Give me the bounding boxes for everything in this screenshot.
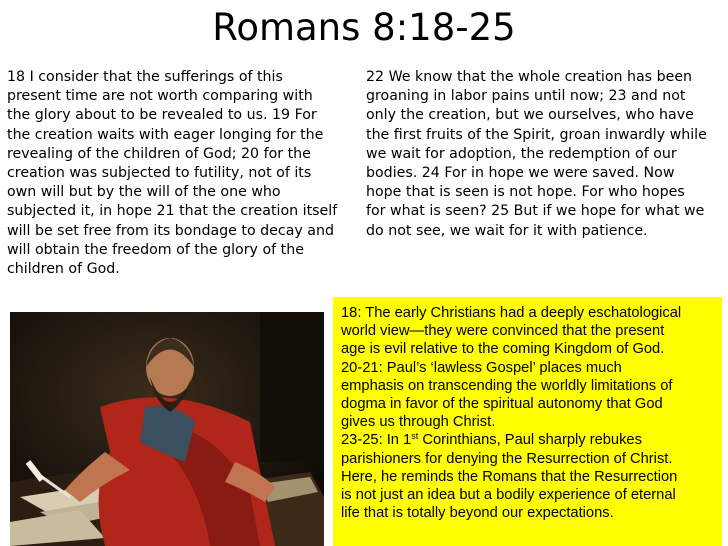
note-line: 18: The early Christians had a deeply eschatological bbox=[341, 305, 682, 321]
note-line: world view—they were convinced that the present bbox=[341, 323, 665, 340]
scripture-line: will obtain the freedom of the glory of the bbox=[7, 241, 304, 258]
scripture-line: subjected it, in hope 21 that the creation itself bbox=[7, 203, 338, 220]
note-line: dogma in favor of the spiritual autonomy that God bbox=[341, 396, 663, 413]
scripture-line: own will but by the will of the one who bbox=[7, 184, 281, 201]
scripture-line: do not see, we wait for it with patience. bbox=[366, 222, 648, 239]
note-line: emphasis on transcending the worldly limitations of bbox=[341, 377, 673, 394]
scripture-line: 22 We know that the whole creation has been bbox=[366, 69, 693, 85]
scripture-line: creation was subjected to futility, not of its bbox=[7, 165, 312, 182]
note-line bbox=[341, 431, 716, 449]
scripture-line: the first fruits of the Spirit, groan inwardly while bbox=[366, 126, 707, 143]
note-line: life that is totally beyond our expectations. bbox=[341, 505, 614, 522]
scripture-line: revealing of the children of God; 20 for the bbox=[7, 145, 311, 162]
scripture-line: only the creation, but we ourselves, who have bbox=[366, 107, 694, 124]
note-line: Here, he reminds the Romans that the Resurrection bbox=[341, 468, 678, 485]
scripture-line: we wait for adoption, the redemption of our bbox=[366, 145, 677, 162]
painting-illustration bbox=[10, 312, 324, 546]
scripture-line: 18 I consider that the sufferings of this bbox=[7, 69, 283, 85]
note-line: 20-21: Paul’s ‘lawless Gospel’ places much bbox=[341, 359, 622, 376]
scripture-line: groaning in labor pains until now; 23 and not bbox=[366, 88, 686, 105]
commentary-note-box bbox=[333, 297, 722, 546]
scripture-line: hope that is seen is not hope. For who hopes bbox=[366, 184, 685, 201]
note-line: gives us through Christ. bbox=[341, 414, 496, 431]
scripture-line: will be set free from its bondage to decay and bbox=[7, 222, 334, 239]
scripture-line: children of God. bbox=[7, 261, 120, 278]
note-line: age is evil relative to the coming Kingdom of God. bbox=[341, 341, 665, 358]
note-line: parishioners for denying the Resurrection of Christ. bbox=[341, 450, 673, 467]
scripture-line: the glory about to be revealed to us. 19 For bbox=[7, 107, 317, 124]
note-line: is not just an idea but a bodily experience of eternal bbox=[341, 487, 676, 504]
scripture-line: for what is seen? 25 But if we hope for what we bbox=[366, 203, 705, 220]
scripture-line: the creation waits with eager longing for the bbox=[7, 126, 324, 143]
scripture-line: present time are not worth comparing with bbox=[7, 88, 313, 105]
scripture-line: bodies. 24 For in hope we were saved. Now bbox=[366, 165, 675, 182]
slide-title: Romans 8:18-25 bbox=[212, 6, 516, 49]
scripture-right-column bbox=[366, 68, 707, 241]
note-text: Corinthians, Paul sharply rebukes bbox=[418, 432, 642, 449]
note-text: 23-25: In 1 bbox=[341, 432, 412, 449]
scripture-left-column bbox=[7, 68, 337, 279]
note-superscript: st bbox=[411, 431, 419, 442]
painting-saint-paul-writing bbox=[10, 312, 324, 546]
